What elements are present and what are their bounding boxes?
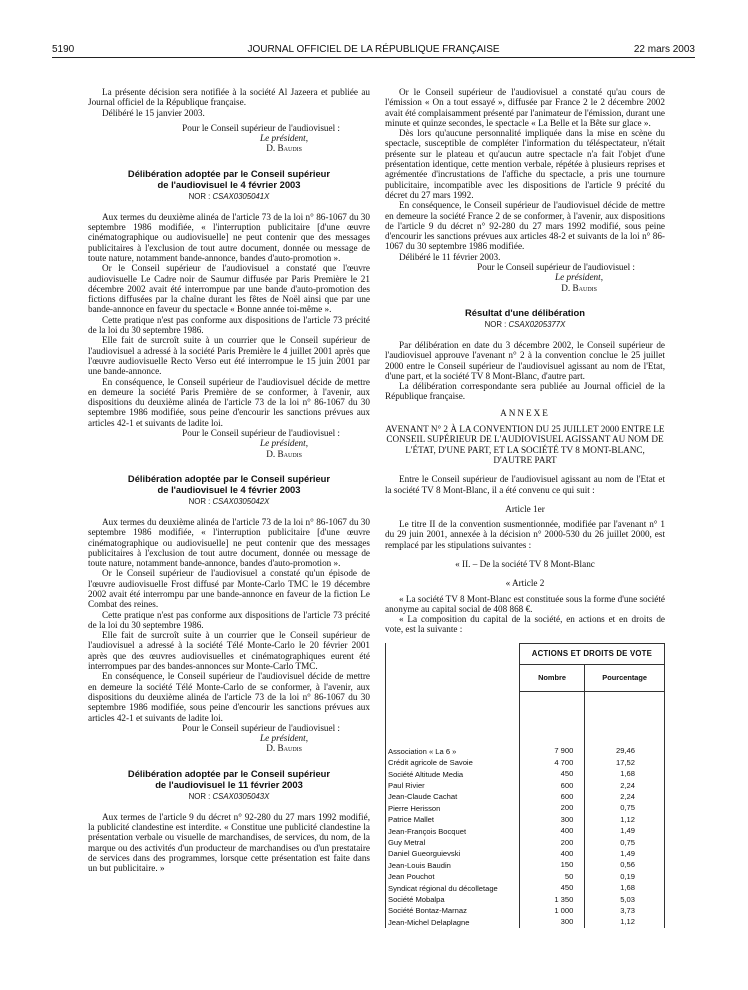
paragraph: En conséquence, le Conseil supérieur de l'audiovisuel décide de mettre en demeure la société France 2 de se conformer, à l'avenir, aux dispositions de l'article 9 du décret n° 92-280 du 27 mars 1992 modifié, sous peine d'encourir les sanctions prévues aux articles 48-2 et suivants de la loi n° 86-1067 du 30 septembre 1986 modifiée. (385, 200, 665, 252)
nor-reference: NOR : CSAX0305042X (188, 496, 270, 506)
signature-for: Pour le Conseil supérieur de l'audiovisuel : (182, 722, 340, 733)
table-row (386, 814, 665, 825)
share-percentage: 1,49 (585, 848, 665, 859)
shareholder-name: Syndicat régional du décolletage (386, 883, 520, 894)
left-column (88, 87, 370, 874)
table-row (386, 894, 665, 905)
share-count: 300 (519, 814, 585, 825)
signature-name: D. Baudis (266, 448, 302, 459)
signature-name: D. Baudis (561, 282, 597, 293)
shareholder-name: Société Mobalpa (386, 894, 520, 905)
shareholder-name: Guy Metral (386, 837, 520, 848)
table-row (386, 917, 665, 928)
table-row (386, 791, 665, 802)
share-percentage: 0,19 (585, 871, 665, 882)
share-count: 200 (519, 837, 585, 848)
annexe-heading: ANNEXE (500, 407, 550, 418)
share-percentage: 2,24 (585, 780, 665, 791)
deliberation-title: Délibération adoptée par le Conseil supérieur de l'audiovisuel le 4 février 2003 (127, 472, 331, 495)
right-column (385, 87, 665, 928)
share-count: 400 (519, 848, 585, 859)
share-percentage: 0,56 (585, 860, 665, 871)
paragraph: La délibération correspondante sera publiée au Journal officiel de la République française. (385, 381, 665, 402)
table-row (386, 860, 665, 871)
share-percentage: 3,73 (585, 905, 665, 916)
share-count: 4 700 (519, 757, 585, 768)
shareholder-name: Patrice Mallet (386, 814, 520, 825)
shareholder-name: Société Bontaz-Marnaz (386, 905, 520, 916)
paragraph: Dès lors qu'aucune personnalité impliquée dans la mise en scène du spectacle, susceptible de compléter l'information du téléspectateur, n'était présente sur le plateau et qu'aucun autre spectacle n'a fait l'objet d'une présentation identique, cette mention verbale, répétée à plusieurs reprises et agrémentée d'incrustations de l'affiche du spectacle, a pris une tournure publicitaire, incompatible avec les dispositions de l'article 9 précité du décret du 27 mars 1992. (385, 128, 665, 200)
share-count: 50 (519, 871, 585, 882)
signature-for: Pour le Conseil supérieur de l'audiovisuel : (477, 262, 635, 273)
article-heading: « Article 2 (505, 578, 545, 589)
share-count: 200 (519, 803, 585, 814)
signature-for: Pour le Conseil supérieur de l'audiovisuel : (182, 428, 340, 439)
share-count: 450 (519, 883, 585, 894)
shareholder-name: Association « La 6 » (386, 746, 520, 757)
signature-role: Le président, (260, 438, 308, 449)
share-count: 1 350 (519, 894, 585, 905)
page-number: 5190 (52, 44, 75, 55)
intro-date: Délibéré le 15 janvier 2003. (102, 107, 205, 118)
intro-paragraph: La présente décision sera notifiée à la société Al Jazeera et publiée au Journal officiel de la République française. (88, 87, 370, 108)
table-row (386, 746, 665, 757)
share-percentage: 1,68 (585, 883, 665, 894)
table-row (386, 769, 665, 780)
share-percentage: 1,49 (585, 826, 665, 837)
table-row (386, 883, 665, 894)
signature-role: Le président, (555, 272, 603, 283)
paragraph: En conséquence, le Conseil supérieur de l'audiovisuel décide de mettre en demeure la société Paris Première de se conformer, à l'avenir, aux dispositions du deuxième alinéa de l'article 73 de la loi n° 86-1067 du 30 septembre 1986 modifiée, sous peine d'encourir les sanctions prévues aux articles 42-1 et suivants de ladite loi. (88, 376, 370, 428)
paragraph: Entre le Conseil supérieur de l'audiovisuel agissant au nom de l'Etat et la société TV 8 Mont-Blanc, il a été convenu ce qui suit : (385, 474, 665, 495)
nor-reference: NOR : CSAX0305041X (188, 191, 270, 201)
share-percentage: 5,03 (585, 894, 665, 905)
share-percentage: 0,75 (585, 803, 665, 814)
paragraph: Cette pratique n'est pas conforme aux dispositions de l'article 73 précité de la loi du 30 septembre 1986. (88, 314, 370, 336)
table-row (386, 905, 665, 916)
shareholder-name: Crédit agricole de Savoie (386, 757, 520, 768)
share-count: 450 (519, 769, 585, 780)
table-group-header: ACTIONS ET DROITS DE VOTE (519, 643, 664, 664)
signature-for: Pour le Conseil supérieur de l'audiovisuel : (182, 122, 340, 133)
paragraph: Aux termes du deuxième alinéa de l'article 73 de la loi n° 86-1067 du 30 septembre 1986 modifiée, « l'interruption publicitaire [d'une œuvre cinématographique ou audiovisuelle] ne peut contenir que des messages publicitaires à l'exclusion de tout autre document, donnée ou message de toute nature, notamment bande-annonce, bandes d'auto-promotion ». (88, 516, 370, 569)
paragraph: Le titre II de la convention susmentionnée, modifiée par l'avenant n° 1 du 29 juin 2001, annexée à la décision n° 2000-530 du 26 juillet 2000, est remplacé par les stipulations suivantes : (385, 519, 665, 550)
share-count: 600 (519, 780, 585, 791)
table-row (386, 848, 665, 859)
paragraph: Aux termes de l'article 9 du décret n° 92-280 du 27 mars 1992 modifié, la publicité clandestine est interdite. « Constitue une publicité clandestine la présentation verbale ou visuelle de marchandises, de services, du nom, de la marque ou des activités d'un producteur de marchandises ou d'un prestataire de services dans des programmes, lorsque cette présentation est faite dans un but publicitaire. » (88, 811, 370, 874)
paragraph: « La société TV 8 Mont-Blanc est constituée sous la forme d'une société anonyme au capital social de 408 868 €. (385, 593, 665, 614)
table-row (386, 826, 665, 837)
shareholder-name: Pierre Herisson (386, 803, 520, 814)
shareholder-name: Société Altitude Media (386, 769, 520, 780)
share-count: 1 000 (519, 905, 585, 916)
nor-reference: NOR : CSAX0305043X (188, 791, 270, 801)
paragraph: « La composition du capital de la société, en actions et en droits de vote, est la suivante : (385, 614, 665, 635)
deliberation-title: Délibération adoptée par le Conseil supérieur de l'audiovisuel le 11 février 2003 (127, 767, 331, 790)
signature-role: Le président, (260, 733, 308, 744)
paragraph: Or le Conseil supérieur de l'audiovisuel a constaté que l'œuvre audiovisuelle Le Cadre noir de Saumur diffusée par Paris Première le 21 décembre 2002 avait été interrompue par une bande d'auto-promotion des fictions diffusées par la chaîne durant les fêtes de Noël ainsi que par une bande-annonce en faveur du spectacle « Bonne année toi-même ». (88, 263, 370, 315)
deliberation-title: Délibération adoptée par le Conseil supérieur de l'audiovisuel le 4 février 2003 (127, 167, 331, 190)
share-count: 7 900 (519, 746, 585, 757)
signature-role: Le président, (260, 133, 308, 144)
table-body (386, 746, 665, 929)
column-header-nombre: Nombre (519, 664, 585, 691)
share-count: 300 (519, 917, 585, 928)
table-row (386, 871, 665, 882)
title-heading: « II. – De la société TV 8 Mont-Blanc (455, 558, 595, 569)
signature-name: D. Baudis (266, 143, 302, 154)
shareholder-name: Jean-Claude Cachat (386, 791, 520, 802)
table-row (386, 803, 665, 814)
journal-title: JOURNAL OFFICIEL DE LA RÉPUBLIQUE FRANÇAISE (247, 44, 500, 55)
share-percentage: 0,75 (585, 837, 665, 848)
paragraph: Cette pratique n'est pas conforme aux dispositions de l'article 73 précité de la loi du 30 septembre 1986. (88, 609, 370, 630)
shareholder-name: Paul Rivier (386, 780, 520, 791)
table-row (386, 757, 665, 768)
page-header (52, 44, 695, 58)
signature-name: D. Baudis (266, 743, 302, 754)
share-percentage: 1,68 (585, 769, 665, 780)
paragraph: Elle fait de surcroît suite à un courrier que le Conseil supérieur de l'audiovisuel a adressé à la société Paris Première le 4 juillet 2001 après que l'œuvre audiovisuelle Recto Verso eut été interrompue le 15 juin 2001 par une bande-annonce. (88, 335, 370, 377)
table-row (386, 837, 665, 848)
paragraph: Par délibération en date du 3 décembre 2002, le Conseil supérieur de l'audiovisuel approuve l'avenant n° 2 à la convention conclue le 25 juillet 2000 entre le Conseil supérieur de l'audiovisuel agissant au nom de l'Etat, d'une part, et la société TV 8 Mont-Blanc, d'autre part. (385, 339, 665, 381)
table-row (386, 780, 665, 791)
result-title: Résultat d'une délibération (465, 306, 585, 318)
nor-reference: NOR : CSAX0205377X (484, 319, 566, 329)
share-percentage: 2,24 (585, 791, 665, 802)
paragraph: Elle fait de surcroît suite à un courrier que le Conseil supérieur de l'audiovisuel a adressé à la société Télé Monte-Carlo le 20 février 2001 après que des œuvres audiovisuelles et cinématographiques eurent été interrompues par des bandes-annonces sur Monte-Carlo TMC. (88, 630, 370, 672)
share-percentage: 1,12 (585, 814, 665, 825)
shareholder-name: Daniel Gueorguievski (386, 848, 520, 859)
shareholder-name: Jean-Michel Delaplagne (386, 917, 520, 928)
share-count: 150 (519, 860, 585, 871)
paragraph: Or le Conseil supérieur de l'audiovisuel a constaté qu'un épisode de l'œuvre audiovisuelle Frost diffusé par Monte-Carlo TMC le 19 décembre 2002 avait été interrompu par une bande-annonce en faveur de la fiction Le Combat des reines. (88, 568, 370, 610)
table-corner (386, 643, 520, 691)
paragraph: Délibéré le 11 février 2003. (399, 251, 501, 262)
share-percentage: 29,46 (585, 746, 665, 757)
issue-date: 22 mars 2003 (633, 44, 695, 55)
share-percentage: 17,52 (585, 757, 665, 768)
paragraph: Or le Conseil supérieur de l'audiovisuel a constaté qu'au cours de l'émission « On a tout essayé », diffusée par France 2 le 2 décembre 2002 avait été complaisamment présenté par l'animateur de l'émission, durant une minute et quinze secondes, le spectacle « La Belle et la Bête sur glace ». (385, 87, 665, 128)
share-percentage: 1,12 (585, 917, 665, 928)
paragraph: Aux termes du deuxième alinéa de l'article 73 de la loi n° 86-1067 du 30 septembre 1986 modifiée, « l'interruption publicitaire [d'une œuvre cinématographique ou audiovisuelle] ne peut contenir que des messages publicitaires à l'exclusion de tout autre document, donnée ou message de toute nature, notamment bande-annonce, bandes d'auto-promotion ». (88, 211, 370, 263)
avenant-title: AVENANT N° 2 À LA CONVENTION DU 25 JUILLET 2000 ENTRE LE CONSEIL SUPÉRIEUR DE L'AUDIOVISUEL AGISSANT AU NOM DE L'ÉTAT, D'UNE PART, ET LA SOCIÉTÉ TV 8 MONT-BLANC, D'AUTRE PART (385, 424, 665, 465)
capital-table (385, 643, 665, 929)
column-header-pourcentage: Pourcentage (585, 664, 665, 691)
share-count: 600 (519, 791, 585, 802)
shareholder-name: Jean Pouchot (386, 871, 520, 882)
header-rule (52, 57, 695, 58)
shareholder-name: Jean-Louis Baudin (386, 860, 520, 871)
shareholder-name: Jean-François Bocquet (386, 826, 520, 837)
paragraph: En conséquence, le Conseil supérieur de l'audiovisuel décide de mettre en demeure la société Télé Monte-Carlo de se conformer, à l'avenir, aux dispositions du deuxième alinéa de l'article 73 de la loi n° 86-1067 du 30 septembre 1986 modifiée, sous peine d'encourir les sanctions prévues aux articles 42-1 et suivants de ladite loi. (88, 671, 370, 723)
share-count: 400 (519, 826, 585, 837)
article-heading: Article 1er (505, 503, 545, 514)
